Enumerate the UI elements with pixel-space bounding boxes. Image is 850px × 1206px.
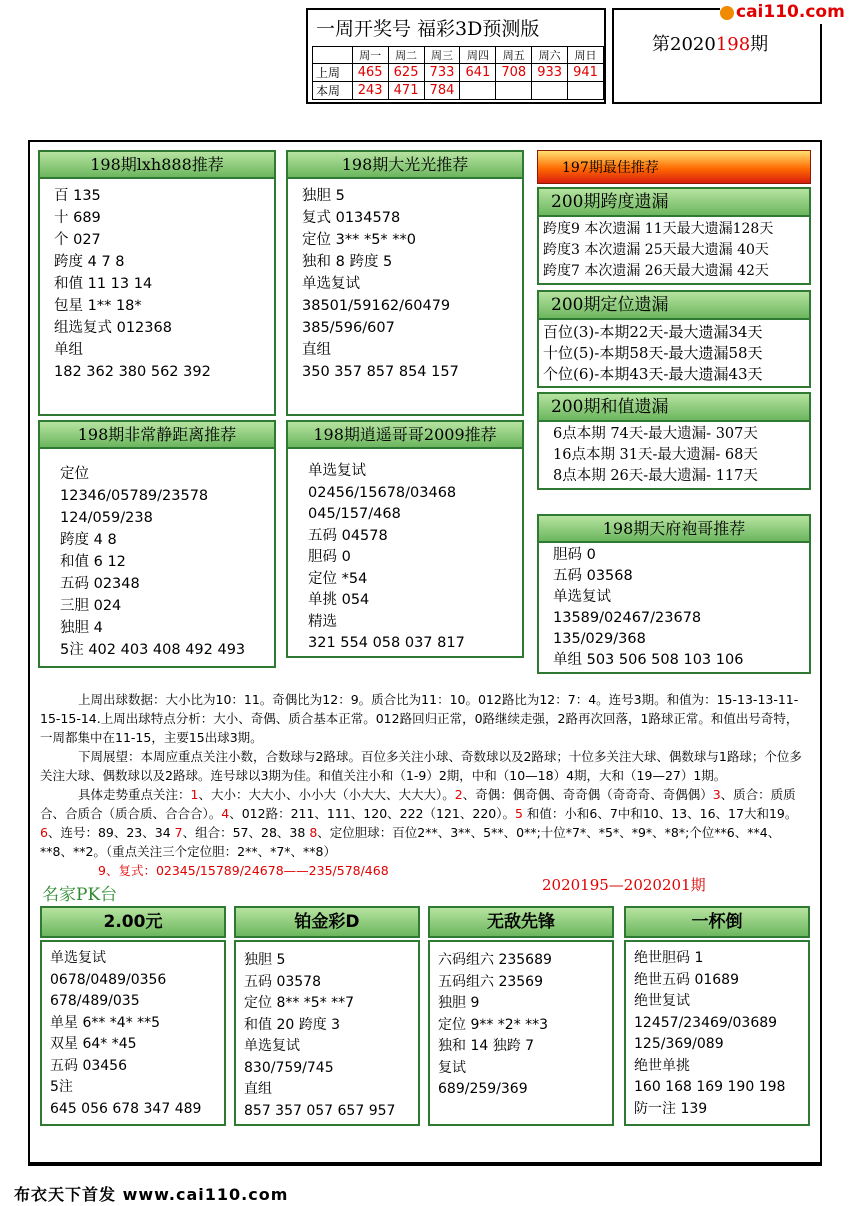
panel-title: 198期大光光推荐 [288, 152, 522, 179]
text-line: 防一注 139 [634, 1100, 708, 1117]
row-label: 本周 [313, 82, 353, 100]
bottom-body [428, 940, 614, 1126]
draw-number: 941 [568, 64, 604, 82]
text-line: 直组 [302, 342, 331, 358]
sum-miss-panel [537, 392, 811, 490]
text-line: 和值 20 跨度 3 [244, 1016, 341, 1033]
text-line: 和值 11 13 14 [54, 276, 153, 292]
day-header: 周四 [460, 47, 496, 64]
panel-body [288, 449, 522, 661]
panel-tianfupaoge [537, 514, 811, 674]
text-line: 689/259/369 [438, 1081, 528, 1097]
panel-lxh888 [38, 150, 276, 416]
text-line: 830/759/745 [244, 1059, 334, 1076]
summary-paragraph: 具体走势重点关注：1、大小：大大小、小小大（小大大、大大大）。2、奇偶：偶奇偶、奇奇偶（奇奇奇、奇偶偶）3、质合：质质合、合质合（质合质、合合合）。4、012路：211、111、120、222（121、220）。5 和值：小和6、7中和10、13、16、17大和19。6、连号：89、23、34 7、组合：57、28、38 8、定位胆球：百位2**、3**、5**、0**;十位*7*、*5*、*9*、*8*;个位**6、**4、**8、**2。（重点关注三个定位胆：2**、*7*、**8） [40, 787, 798, 859]
text-line: 单选复试 [308, 463, 366, 479]
best-recommend-header: 197期最佳推荐 [537, 150, 811, 184]
text-line: 单星 6** *4* **5 [50, 1014, 161, 1031]
text-line: 独和 14 独跨 7 [438, 1038, 535, 1054]
panel-title: 198期逍遥哥哥2009推荐 [288, 422, 522, 449]
panel-title: 198期lxh888推荐 [40, 152, 274, 179]
summary-paragraph: 下周展望：本周应重点关注小数，合数球与2路球。百位多关注小球、奇数球以及2路球；十位多关注大球、偶数球与1路球；个位多关注大球、偶数球以及2路球。连号球以3期为佳。和值关注小和（1-9）2期，中和（10—18）4期，大和（19—27）1期。 [40, 749, 802, 783]
text-line: 02456/15678/03468 [308, 484, 457, 501]
draw-number [568, 82, 604, 100]
text-line: 十位(5)-本期58天-最大遗漏58天 [543, 344, 763, 362]
logo-icon [720, 6, 734, 20]
text-line: 跨度9 本次遗漏 11天最大遗漏128天 [543, 221, 774, 237]
text-line: 160 168 169 190 198 [634, 1079, 786, 1095]
logo-text: cai110.com [736, 2, 845, 22]
text-line: 复试 [438, 1059, 466, 1076]
text-line: 125/369/089 [634, 1036, 724, 1052]
text-line: 38501/59162/60479 [302, 298, 451, 314]
panel-body [539, 543, 809, 677]
text-line: 胆码 0 [308, 549, 351, 565]
text-line: 独和 8 跨度 5 [302, 254, 393, 270]
text-line: 定位 9** *2* **3 [438, 1016, 549, 1033]
text-line: 五码 02348 [60, 576, 140, 592]
text-line: 045/157/468 [308, 506, 401, 522]
day-header: 周一 [352, 47, 388, 64]
day-header: 周日 [568, 47, 604, 64]
text-line: 五码组六 23569 [438, 973, 543, 990]
draw-number [460, 82, 496, 100]
text-line: 跨度7 本次遗漏 26天最大遗漏 42天 [543, 263, 769, 279]
draw-number: 471 [388, 82, 424, 100]
position-miss-panel [537, 290, 811, 388]
text-line: 645 056 678 347 489 [50, 1100, 202, 1117]
text-line: 定位 8** *5* **7 [244, 995, 355, 1011]
text-line: 个 027 [54, 232, 101, 248]
text-line: 单选复试 [302, 276, 360, 292]
draw-number: 784 [424, 82, 460, 100]
text-line: 六码组六 235689 [438, 952, 552, 968]
miss-title: 200期跨度遗漏 [539, 189, 809, 217]
text-line: 五码 03456 [50, 1057, 127, 1074]
text-line: 绝世复试 [634, 993, 690, 1009]
draw-number: 733 [424, 64, 460, 82]
mingjia-title: 名家PK台 [42, 885, 118, 905]
text-line: 胆码 0 [553, 547, 596, 563]
text-line: 组选复式 012368 [54, 320, 172, 336]
text-line: 单组 503 506 508 103 106 [553, 652, 744, 668]
bottom-title: 2.00元 [40, 906, 226, 938]
draw-number: 933 [532, 64, 568, 82]
text-line: 包星 1** 18* [54, 298, 142, 314]
text-line: 定位 [60, 466, 89, 482]
text-line: 385/596/607 [302, 320, 395, 336]
draw-number: 625 [388, 64, 424, 82]
text-line: 百位(3)-本期22天-最大遗漏34天 [543, 323, 763, 341]
text-line: 321 554 058 037 817 [308, 635, 465, 651]
draw-number: 708 [496, 64, 532, 82]
text-line: 单选复试 [244, 1038, 300, 1054]
text-line: 6点本期 74天-最大遗漏- 307天 [553, 426, 758, 442]
text-line: 135/029/368 [553, 631, 646, 647]
text-line: 857 357 057 657 957 [244, 1102, 396, 1119]
text-line: 十 689 [54, 210, 101, 226]
summary-fushi: 9、复式：02345/15789/24678——235/578/468 [98, 863, 389, 878]
bottom-title: 无敌先锋 [428, 906, 614, 938]
text-line: 三胆 024 [60, 598, 122, 614]
text-line: 绝世五码 01689 [634, 971, 739, 988]
footer-text: 布衣天下首发 www.cai110.com [14, 1185, 289, 1204]
text-line: 16点本期 31天-最大遗漏- 68天 [553, 447, 758, 463]
panel-body [288, 179, 522, 389]
analysis-summary [40, 690, 810, 880]
text-line: 独胆 5 [302, 188, 345, 204]
text-line: 单组 [54, 342, 83, 358]
text-line: 124/059/238 [60, 510, 153, 526]
miss-title: 200期和值遗漏 [539, 394, 809, 422]
draw-number [532, 82, 568, 100]
text-line: 个位(6)-本期43天-最大遗漏43天 [543, 365, 763, 383]
text-line: 跨度3 本次遗漏 25天最大遗漏 40天 [543, 242, 769, 258]
text-line: 12346/05789/23578 [60, 488, 209, 504]
text-line: 复式 0134578 [302, 210, 401, 226]
text-line: 12457/23469/03689 [634, 1014, 778, 1031]
period-range: 2020195—2020201期 [542, 876, 706, 894]
text-line: 独胆 5 [244, 952, 286, 968]
text-line: 独胆 4 [60, 620, 103, 636]
text-line: 双星 64* *45 [50, 1036, 137, 1052]
panel-title: 198期天府袍哥推荐 [539, 516, 809, 543]
draw-number: 641 [460, 64, 496, 82]
text-line: 定位 *54 [308, 570, 368, 587]
text-line: 定位 3** *5* **0 [302, 232, 417, 248]
text-line: 单选复试 [50, 950, 106, 966]
text-line: 0678/0489/0356 [50, 971, 167, 988]
text-line: 百 135 [54, 188, 101, 204]
text-line: 绝世单挑 [634, 1057, 690, 1074]
draw-number: 243 [352, 82, 388, 100]
panel-body [40, 449, 274, 667]
day-header: 周三 [424, 47, 460, 64]
span-miss-panel [537, 187, 811, 285]
text-line: 13589/02467/23678 [553, 610, 702, 626]
text-line: 五码 04578 [308, 527, 388, 544]
bottom-body [40, 940, 226, 1126]
text-line: 182 362 380 562 392 [54, 364, 211, 380]
bottom-title: 一杯倒 [624, 906, 810, 938]
weekly-draw-box [306, 8, 606, 104]
panel-body [40, 179, 274, 389]
panel-feichangjing [38, 420, 276, 668]
text-line: 独胆 9 [438, 995, 480, 1011]
text-line: 和值 6 12 [60, 554, 126, 570]
weekly-table [312, 46, 604, 100]
row-label: 上周 [313, 64, 353, 82]
miss-title: 200期定位遗漏 [539, 292, 809, 320]
panel-xiaoyaogege [286, 420, 524, 658]
text-line: 精选 [308, 613, 337, 630]
draw-number [496, 82, 532, 100]
bottom-body [234, 940, 420, 1126]
text-line: 5注 402 403 408 492 493 [60, 642, 246, 658]
day-header: 周二 [388, 47, 424, 64]
text-line: 跨度 4 7 8 [54, 254, 125, 270]
bottom-body [624, 940, 810, 1126]
panel-daguangguang [286, 150, 524, 416]
text-line: 350 357 857 854 157 [302, 364, 459, 380]
weekly-title: 一周开奖号 福彩3D预测版 [316, 18, 540, 40]
text-line: 直组 [244, 1081, 272, 1097]
text-line: 五码 03568 [553, 568, 633, 584]
draw-number: 465 [352, 64, 388, 82]
panel-title: 198期非常静距离推荐 [40, 422, 274, 449]
day-header: 周五 [496, 47, 532, 64]
site-logo[interactable] [720, 0, 850, 24]
text-line: 跨度 4 8 [60, 532, 117, 548]
miss-rows [539, 320, 809, 387]
text-line: 8点本期 26天-最大遗漏- 117天 [553, 468, 758, 484]
corner-cell [313, 47, 353, 64]
text-line: 单挑 054 [308, 592, 370, 608]
miss-rows [539, 217, 809, 284]
text-line: 绝世胆码 1 [634, 950, 704, 966]
text-line: 678/489/035 [50, 993, 140, 1009]
text-line: 单选复试 [553, 589, 611, 605]
text-line: 五码 03578 [244, 973, 321, 990]
bottom-title: 铂金彩D [234, 906, 420, 938]
summary-paragraph: 上周出球数据：大小比为10：11。奇偶比为12：9。质合比为11：10。012路比为12：7：4。连号3期。和值为：15-13-13-11-15-15-14.上周出球特点分析：大小、奇偶、质合基本正常。012路回归正常，0路继续走强，2路再次回落，1路球正常。和值出号奇特，一周都集中在11-15，主要15出球3期。 [40, 692, 799, 745]
text-line: 5注 [50, 1079, 73, 1095]
issue-number: 第2020198期 [652, 34, 769, 55]
miss-rows [539, 422, 809, 489]
day-header: 周六 [532, 47, 568, 64]
